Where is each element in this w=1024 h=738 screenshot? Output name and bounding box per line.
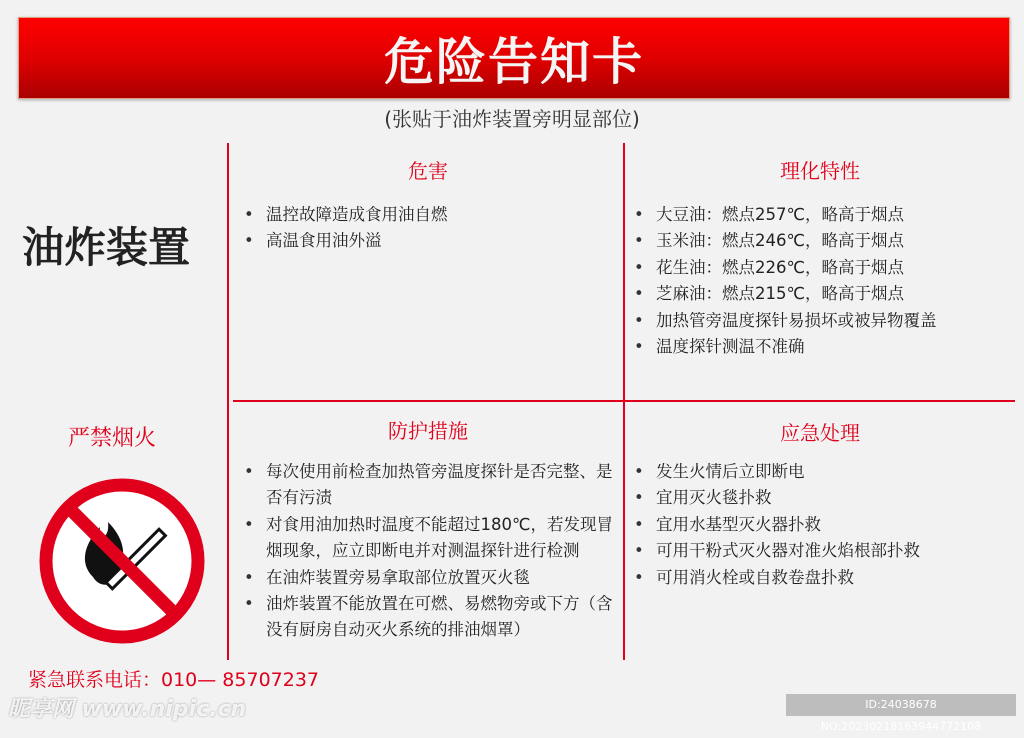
image-id: ID:24038678 NO:20230218163944772108 [786,694,1016,716]
protection-list [238,459,618,644]
list-item: • 芝麻油：燃点215℃，略高于烟点 [628,281,1018,307]
list-item: • 发生火情后立即断电 [628,459,1018,485]
subtitle: (张贴于油炸装置旁明显部位) [384,107,640,131]
list-item: • 每次使用前检查加热管旁温度探针是否完整、是否有污渍 [238,459,618,512]
list-item: • 在油炸装置旁易拿取部位放置灭火毯 [238,565,618,591]
list-item: • 油炸装置不能放置在可燃、易燃物旁或下方（含没有厨房自动灭火系统的排油烟罩） [238,591,618,644]
list-item: • 温度探针测温不准确 [628,334,1018,360]
list-item: • 宜用灭火毯扑救 [628,485,1018,511]
device-name: 油炸装置 [22,223,191,272]
title-banner [18,17,1010,99]
divider-left [227,143,229,660]
list-item: • 可用干粉式灭火器对准火焰根部扑救 [628,538,1018,564]
list-item: • 对食用油加热时温度不能超过180℃，若发现冒烟现象，应立即断电并对测温探针进行检测 [238,512,618,565]
list-item: • 玉米油：燃点246℃，略高于烟点 [628,228,1018,254]
watermark: 昵享网 www.nipic.cn [8,697,247,722]
hazard-title: 危害 [408,159,448,183]
list-item: • 可用消火栓或自救卷盘扑救 [628,565,1018,591]
emergency-list [628,459,1018,591]
protection-title: 防护措施 [388,419,468,443]
list-item: • 宜用水基型灭火器扑救 [628,512,1018,538]
no-smoking-icon [38,477,206,645]
list-item: • 温控故障造成食用油自燃 [238,202,618,228]
divider-horizontal [233,400,1015,402]
properties-title: 理化特性 [780,159,860,183]
prohibition-label: 严禁烟火 [68,426,157,451]
hazard-list [238,202,618,255]
emergency-phone: 紧急联系电话：010— 85707237 [28,669,320,691]
emergency-title: 应急处理 [780,421,860,445]
list-item: • 花生油：燃点226℃，略高于烟点 [628,255,1018,281]
properties-list [628,202,1018,360]
list-item: • 高温食用油外溢 [238,228,618,254]
list-item: • 加热管旁温度探针易损坏或被异物覆盖 [628,308,1018,334]
list-item: • 大豆油：燃点257℃，略高于烟点 [628,202,1018,228]
card-title: 危险告知卡 [384,33,644,91]
